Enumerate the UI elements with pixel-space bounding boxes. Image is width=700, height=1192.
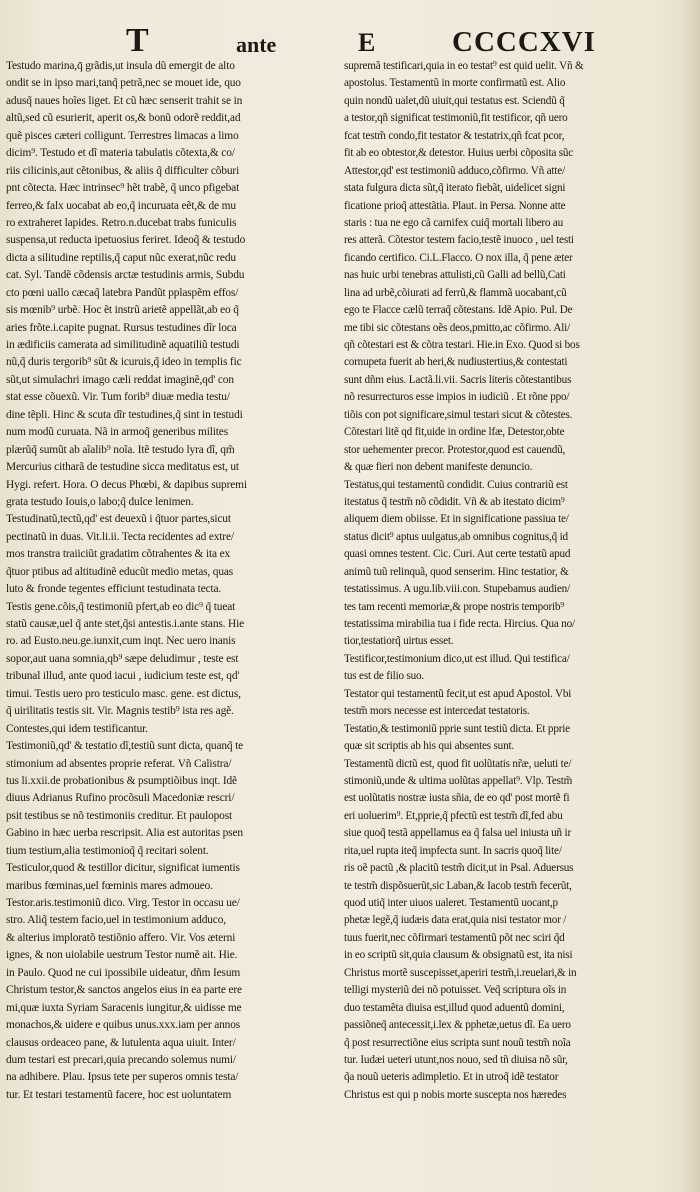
text-line: Christus mortẽ suscepisset,aperiri testm̃,i.reuelari,& in bbox=[344, 966, 577, 979]
text-line: ignes, & non uiolabile uestrum Testor numẽ ait. Hie. bbox=[6, 949, 238, 962]
text-line: Contestes,qui idem testificantur. bbox=[6, 722, 148, 735]
text-line: te testm̃ dispõsuerũt,sic Laban,& Iacob testm̃ fecerũt, bbox=[344, 879, 572, 892]
text-line: passiõneq̃ antecessit,i.lex & pphetæ,uetus dĩ. Ea uero bbox=[344, 1019, 571, 1032]
text-line: aries frõte.i.capite pugnat. Rursus testudines dĩr loca bbox=[6, 321, 237, 334]
right-text-column bbox=[344, 58, 672, 1178]
text-line: adusq̃ naues hoĩes liget. Et cũ hæc senserit trahit se in bbox=[6, 94, 243, 107]
text-line: tes tam recenti memoriæ,& prope nostris temporib⁹ bbox=[344, 600, 564, 613]
text-line: dine tẽpli. Hinc & scuta dĩr testudines,q̃ sint in testudi bbox=[6, 408, 243, 421]
text-line: Cõtestari litẽ qd fit,uide in ordine lfæ, Detestor,obte bbox=[344, 426, 565, 439]
text-line: timui. Testis uero pro testiculo masc. gene. est dictus, bbox=[6, 687, 241, 700]
page-edge-shadow bbox=[680, 0, 700, 1192]
folio-number: CCCCXVI bbox=[452, 26, 596, 58]
text-line: tiõis con pot significare,simul testari sicut & cõtestes. bbox=[344, 408, 573, 421]
text-line: in ædificiis camerata ad similitudinẽ aquatiliũ testudi bbox=[6, 339, 240, 351]
text-line: Testator qui testamentũ fecit,ut est apud Apostol. Vbi bbox=[344, 687, 572, 700]
header-word: ante bbox=[236, 32, 277, 57]
text-line: tur. Iudæi ueteri utunt,nos nouo, sed tñ diuisa nõ sũr, bbox=[344, 1053, 568, 1066]
text-line: mos transtra traiiciũt gradatim cõtrahentes & ita ex bbox=[6, 548, 231, 561]
text-line: lina ad urbẽ,cõiurati ad ferrũ,& flammã uocabant,cũ bbox=[344, 286, 567, 299]
text-line: stat esse cõuexũ. Vir. Tum forib⁹ diuæ media testu/ bbox=[6, 391, 230, 404]
text-line: q̃ post resurrectiõne eius scripta sunt nouũ testm̃ noĩa bbox=[344, 1036, 571, 1049]
text-line: sunt dñm eius. Lactã.li.vii. Sacris literis cõtestantibus bbox=[344, 373, 572, 386]
text-line: telligi mysteriũ dei nõ potuisset. Veq̃ scriptura oĩs in bbox=[344, 984, 567, 997]
text-line: & quæ fieri non debent manifeste denuncio. bbox=[344, 461, 533, 474]
text-line: grata testudo Iouis,o labo;q̃ dulce lenimen. bbox=[6, 495, 194, 508]
text-line: quin nondũ ualet,dũ uiuit,qui testatus est. Sciendũ q̃ bbox=[344, 94, 565, 107]
text-line: res atterã. Cõtestor testem facio,testẽ inuoco , uel testi bbox=[344, 234, 574, 247]
text-line: monachos,& uidere e quibus unus.xxx.iam per annos bbox=[6, 1019, 241, 1032]
text-line: fcat testm̃ condo,fit testator & testatrix,qñ fcat pcor, bbox=[344, 129, 565, 142]
text-line: aliquem diem obiisse. Et in significatione passiua te/ bbox=[344, 513, 569, 526]
text-line: est uolũtatis nostræ iusta sñia, de eo qd' post mortẽ fi bbox=[344, 792, 570, 805]
text-line: supremã testificari,quia in eo testat⁹ est quid uelit. Vñ & bbox=[344, 60, 584, 72]
text-line: Testor.aris.testimoniũ dico. Virg. Testor in occasu ue/ bbox=[6, 897, 240, 909]
text-line: ego te Flacce cælũ terraq̃ cõtestans. Idẽ Apio. Pul. De bbox=[344, 304, 573, 317]
text-line: ris oẽ pactũ ,& placitũ testm̃ dicit,ut in Psal. Aduersus bbox=[344, 862, 574, 875]
text-line: num modũ curuata. Nã in armoq̃ generibus milites bbox=[6, 426, 228, 439]
text-line: testatissimus. A ugu.lib.viii.con. Stupebamus audien/ bbox=[344, 583, 570, 596]
text-line: Testudinatũ,tectũ,qd' est deuexũ i q̃tuor partes,sicut bbox=[6, 513, 231, 526]
text-line: dum testari est precari,quia precando solemus numi/ bbox=[6, 1053, 236, 1066]
text-line: Testificor,testimonium dico,ut est illud. Qui testifica/ bbox=[344, 652, 570, 665]
text-line: sopor,aut uana somnia,qb⁹ sæpe deludimur , teste est bbox=[6, 652, 239, 665]
text-line: animũ tuũ relinquã, quod senserim. Hinc testatior, & bbox=[344, 565, 569, 578]
text-line: tium testium,alia testimonioq̃ q̃ recitari solent. bbox=[6, 844, 209, 857]
text-line: Mercurius citharã de testudine sicca meditatus est, ut bbox=[6, 461, 239, 474]
text-line: duo testamẽta diuisa est,illud quod aduentũ domini, bbox=[344, 1001, 565, 1014]
text-line: cornupeta fuerit ab heri,& nudiustertius,& contestati bbox=[344, 356, 568, 369]
text-line: quod utiq̃ inter uiuos ualeret. Testamentũ uocant,p bbox=[344, 897, 558, 909]
text-line: in eo scriptũ sit,quia clausum & obsignatũ est, ita nisi bbox=[344, 949, 573, 962]
text-line: Hygi. refert. Hora. O decus Phœbi, & dapibus supremi bbox=[6, 478, 247, 491]
text-line: ferreo,& falx uocabat ab eo,q̃ incuruata eẽt,& de mu bbox=[6, 199, 236, 212]
text-line: stro. Aliq̃ testem facio,uel in testimonium adduco, bbox=[6, 914, 226, 927]
text-line: tior,testatiorq̃ uirtus esset. bbox=[344, 635, 454, 648]
text-line: rita,uel rupta iteq̃ impfecta sunt. In sacris quoq̃ lite/ bbox=[344, 844, 562, 857]
text-line: status dicit⁹ aptus uulgatus,ab omnibus cognitus,q̃ id bbox=[344, 530, 568, 543]
text-line: tuus fuerit,nec cõfirmari testamentũ põt nec sciri q̃d bbox=[344, 931, 565, 944]
text-line: sũt,ut simulachri imago cæli reddat imaginẽ,qd' con bbox=[6, 373, 234, 386]
text-line: Testis gene.cõis,q̃ testimoniũ pfert,ab eo dic⁹ q̃ tueat bbox=[6, 600, 236, 613]
text-line: Testimoniũ,qd' & testatio dĩ,testiũ sunt dicta, quanq̃ te bbox=[6, 740, 244, 753]
left-text-column bbox=[6, 58, 338, 1178]
text-line: nõ resurrecturos esse impios in iudiciũ . Et rõne ppo/ bbox=[344, 391, 570, 404]
text-line: pnt cõtecta. Hæc intrinsec⁹ hẽt trabẽ, q̃ unco pfigebat bbox=[6, 182, 240, 195]
text-line: phetæ legẽ,q̃ iudæis data erat,quia nisi testator mor / bbox=[344, 914, 567, 927]
text-line: nũ,q̃ duris tergorib⁹ sũt & icuruis,q̃ ideo in templis fic bbox=[6, 356, 242, 369]
text-line: tribunal illud, ante quod iacui , iudicium teste est, qd' bbox=[6, 670, 240, 683]
text-line: Gabino in hæc uerba rescripsit. Alia est autoritas psen bbox=[6, 827, 243, 840]
text-line: Testatus,qui testamentũ condidit. Cuius contrariũ est bbox=[344, 478, 568, 491]
text-line: tus est de filio suo. bbox=[344, 670, 425, 683]
text-line: statũ causæ,uel q̃ ante stet,q̃si antestis.i.ante stans. Hie bbox=[6, 618, 245, 630]
text-line: psit testibus se nõ testimoniis creditur. Et paulopost bbox=[6, 809, 233, 822]
text-line: ondit se in ipso mari,tanq̃ petrã,nec se mouet ide, quo bbox=[6, 77, 241, 90]
text-line: sis mœnib⁹ urbẽ. Hoc ẽt instrũ arietẽ appellãt,ab eo q̃ bbox=[6, 304, 239, 317]
text-line: quæ sit scriptis ab his qui absentes sunt. bbox=[344, 740, 514, 753]
text-line: ro extraheret lapides. Retro.n.ducebat trabs funiculis bbox=[6, 216, 237, 229]
text-line: na adhibere. Plau. Ipsus tete per superos omnis testa/ bbox=[6, 1071, 239, 1084]
text-line: quasi omnes testent. Cic. Curi. Aut certe testatũ apud bbox=[344, 548, 571, 561]
text-line: Christum testor,& sanctos angelos eius in ea parte ere bbox=[6, 984, 242, 997]
text-line: eri uoluerim⁹. Et,pprie,q̃ pfectũ est testm̃ dĩ,fed abu bbox=[344, 809, 563, 822]
text-line: & alterius imploratõ testiõnio affero. Vir. Vos æterni bbox=[6, 931, 236, 944]
text-line: dicta a silitudine reptilis,q̃ caput nũc exerat,nũc redu bbox=[6, 251, 236, 264]
text-line: siue quoq̃ testã appellamus ea q̃ falsa uel iniusta uñ ir bbox=[344, 827, 571, 840]
text-line: clausus ordeaceo pane, & lutulenta aqua uiuit. Inter/ bbox=[6, 1036, 236, 1049]
text-line: ro. ad Eusto.neu.ge.iunxit,cum inqt. Nec uero inanis bbox=[6, 635, 236, 648]
text-line: me tibi sic cõtestans oẽs deos,pmitto,ac cõfirmo. Ali/ bbox=[344, 321, 570, 334]
text-line: quẽ pisces cæteri colligunt. Terrestres limacas a limo bbox=[6, 129, 239, 142]
text-line: stor uehementer precor. Protestor,quod est cauendũ, bbox=[344, 443, 566, 456]
text-line: a testor,qñ significat testimoniũ,fit testificor, qñ uero bbox=[344, 112, 568, 125]
text-line: q̃a nouũ ueteris adimpletio. Et in utroq̃ idẽ testator bbox=[344, 1071, 559, 1084]
header-initial-right: E bbox=[358, 28, 376, 57]
text-line: suspensa,ut reducta ipetuosius feriret. Ideoq̃ & testudo bbox=[6, 234, 246, 247]
text-line: ficatione prioq̃ attestãtia. Plaut. in Persa. Nonne atte bbox=[344, 199, 566, 212]
text-line: Testudo marina,q̄ grãdis,ut insula dũ emergit de alto bbox=[6, 60, 235, 72]
text-line: nas huic urbi tenebras attulisti,cũ Galli ad bellũ,Cati bbox=[344, 269, 566, 282]
text-line: testatissima mirabilia tua i fide recta. Hircius. Qua no/ bbox=[344, 618, 575, 630]
text-line: plærũq̃ sumũt ab aĩalib⁹ noĩa. Itẽ testudo lyra dĩ, qm̃ bbox=[6, 443, 235, 456]
text-line: cat. Syl. Tandẽ cõdensis arctæ testudinis armis, Subdu bbox=[6, 269, 245, 282]
text-line: maribus fœminas,uel fœminis mares admoueo. bbox=[6, 879, 213, 892]
text-line: tus li.xxii.de probationibus & psumptiõibus inqt. Idẽ bbox=[6, 774, 237, 787]
text-line: q̃tuor ptibus ad altitudinẽ educũt medio metas, quas bbox=[6, 565, 234, 578]
text-line: mi,quæ iuxta Syriam Saracenis iungitur,& uidisse me bbox=[6, 1001, 242, 1014]
text-line: diuus Adrianus Rufino procõsuli Macedoniæ rescri/ bbox=[6, 792, 235, 805]
text-line: tur. Et testari testamentũ facere, hoc est uoluntatem bbox=[6, 1088, 232, 1101]
text-line: stimonium ad absentes proprie referat. Vñ Calistra/ bbox=[6, 757, 232, 770]
text-line: qñ cõtestari est & cõtra testari. Hie.in Exo. Quod si bos bbox=[344, 339, 580, 351]
text-line: altũ,sed cũ esurierit, aperit os,& bonũ odorẽ reddit,ad bbox=[6, 112, 241, 125]
text-line: cto pœni uallo cæcaq̃ latebra Pandũt pplaspẽm effos/ bbox=[6, 286, 239, 299]
text-line: Testatio,& testimoniũ pprie sunt testiũ dicta. Et pprie bbox=[344, 722, 570, 735]
text-line: Attestor,qd' est testimoniũ adduco,cõfirmo. Vñ atte/ bbox=[344, 164, 565, 177]
text-line: testm̃ mors necesse est intercedat testatoris. bbox=[344, 705, 530, 718]
text-line: fit ab eo obtestor,& detestor. Huius uerbi cõposita sũc bbox=[344, 147, 574, 160]
running-header bbox=[0, 22, 700, 62]
text-line: pectinatũ in duas. Vit.li.ii. Tecta recidentes ad extre/ bbox=[6, 530, 234, 543]
text-line: Christus est qui p nobis morte suscepta nos hæredes bbox=[344, 1088, 567, 1101]
text-line: staris : tua ne ego cã carnifex cuiq̃ mortali libero au bbox=[344, 216, 564, 229]
text-line: itestatus q̃ testm̃ nõ cõdidit. Vñ & ab itestato dicim⁹ bbox=[344, 495, 565, 508]
text-line: in Paulo. Quod ne cui ipossibile uideatur, dñm Iesum bbox=[6, 966, 241, 979]
text-line: Testiculor,quod & testillor dicitur, significat iumentis bbox=[6, 862, 240, 875]
text-line: stimoniũ,unde & ultima uolũtas appellat⁹. Vlp. Testm̃ bbox=[344, 774, 573, 787]
text-line: luto & fronde tegentes efficiunt testudinata tecta. bbox=[6, 583, 222, 596]
text-line: riis cilicinis,aut cẽtonibus, & aliis q̃ difficulter cõburi bbox=[6, 164, 240, 177]
text-line: Testamentũ dictũ est, quod fit uolũtatis nr̃æ, ueluti te/ bbox=[344, 757, 572, 770]
text-line: ficando certifico. Ci.L.Flacco. O nox illa, q̃ pene æter bbox=[344, 251, 573, 264]
header-initial-left: T bbox=[126, 22, 150, 59]
text-line: apostolus. Testamentũ in morte confirmatũ est. Alio bbox=[344, 77, 566, 90]
text-line: dicim⁹. Testudo et dĩ materia tabulatis cõtexta,& co/ bbox=[6, 147, 235, 160]
text-line: stata fulgura dicta sũt,q̃ iterato fiebãt, uidelicet signi bbox=[344, 182, 566, 195]
text-line: q̃ uirilitatis testis sit. Vir. Magnis testib⁹ ista res agẽ. bbox=[6, 705, 234, 718]
